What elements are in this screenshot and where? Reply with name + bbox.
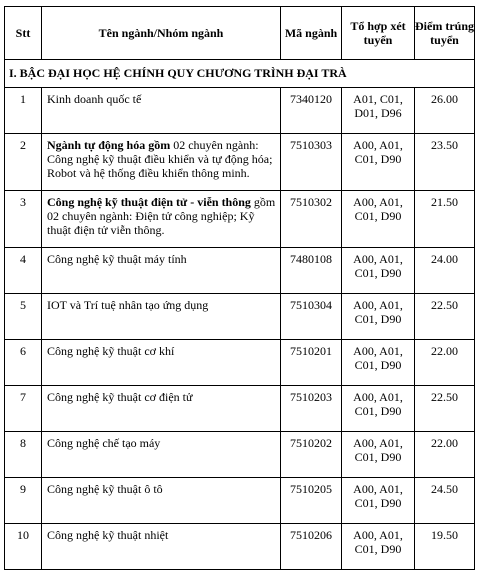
row-code: 7510203 bbox=[281, 386, 342, 432]
row-score: 24.50 bbox=[415, 478, 475, 524]
row-combo: A00, A01, C01, D90 bbox=[342, 248, 415, 294]
table-row bbox=[5, 340, 475, 386]
row-code: 7510206 bbox=[281, 524, 342, 570]
row-name-text: Công nghệ kỹ thuật ô tô bbox=[47, 482, 163, 496]
row-score: 22.00 bbox=[415, 340, 475, 386]
row-score: 24.00 bbox=[415, 248, 475, 294]
row-score: 26.00 bbox=[415, 88, 475, 134]
table-row bbox=[5, 294, 475, 340]
table-row bbox=[5, 191, 475, 248]
row-code: 7510202 bbox=[281, 432, 342, 478]
row-stt: 8 bbox=[5, 432, 42, 478]
row-code: 7340120 bbox=[281, 88, 342, 134]
row-name-text: IOT và Trí tuệ nhân tạo ứng dụng bbox=[47, 298, 209, 312]
row-name bbox=[42, 524, 281, 570]
row-name-bold: Ngành tự động hóa gồm bbox=[47, 138, 171, 152]
header-stt: Stt bbox=[5, 7, 42, 60]
row-name bbox=[42, 386, 281, 432]
row-name bbox=[42, 191, 281, 248]
row-name-text: Công nghệ kỹ thuật cơ điện tử bbox=[47, 390, 193, 404]
row-combo: A00, A01, C01, D90 bbox=[342, 294, 415, 340]
row-code: 7510304 bbox=[281, 294, 342, 340]
row-name bbox=[42, 478, 281, 524]
row-score: 22.50 bbox=[415, 386, 475, 432]
row-name bbox=[42, 432, 281, 478]
row-combo: A01, C01, D01, D96 bbox=[342, 88, 415, 134]
row-stt: 7 bbox=[5, 386, 42, 432]
row-combo: A00, A01, C01, D90 bbox=[342, 386, 415, 432]
section-row bbox=[5, 60, 475, 88]
row-combo: A00, A01, C01, D90 bbox=[342, 478, 415, 524]
row-code: 7510303 bbox=[281, 134, 342, 191]
row-code: 7510201 bbox=[281, 340, 342, 386]
table-row bbox=[5, 134, 475, 191]
row-name bbox=[42, 88, 281, 134]
row-name bbox=[42, 248, 281, 294]
admission-scores-table bbox=[4, 6, 475, 570]
table-row bbox=[5, 248, 475, 294]
row-name bbox=[42, 340, 281, 386]
row-name-text: gồm 02 chuyên ngành: Điện tử công nghiệp; Kỹ thuật điện tử viễn thông. bbox=[47, 195, 276, 237]
row-stt: 1 bbox=[5, 88, 42, 134]
table-row bbox=[5, 524, 475, 570]
row-name-text: Công nghệ kỹ thuật cơ khí bbox=[47, 344, 175, 358]
row-name-text: Kinh doanh quốc tế bbox=[47, 92, 142, 106]
row-stt: 10 bbox=[5, 524, 42, 570]
row-score: 22.50 bbox=[415, 294, 475, 340]
row-stt: 4 bbox=[5, 248, 42, 294]
row-name-bold: Công nghệ kỹ thuật điện tử - viễn thông bbox=[47, 195, 251, 209]
table-row bbox=[5, 432, 475, 478]
row-stt: 9 bbox=[5, 478, 42, 524]
row-name-text: 02 chuyên ngành: Công nghệ kỹ thuật điều khiển và tự động hóa; Robot và hệ thống điều khiển thông minh. bbox=[47, 138, 273, 180]
row-score: 22.00 bbox=[415, 432, 475, 478]
row-stt: 3 bbox=[5, 191, 42, 248]
row-name-text: Công nghệ kỹ thuật máy tính bbox=[47, 252, 187, 266]
row-code: 7510302 bbox=[281, 191, 342, 248]
row-score: 23.50 bbox=[415, 134, 475, 191]
row-name-text: Công nghệ chế tạo máy bbox=[47, 436, 161, 450]
row-score: 21.50 bbox=[415, 191, 475, 248]
row-stt: 5 bbox=[5, 294, 42, 340]
row-combo: A00, A01, C01, D90 bbox=[342, 191, 415, 248]
row-name bbox=[42, 294, 281, 340]
table-row bbox=[5, 386, 475, 432]
header-code: Mã ngành bbox=[281, 7, 342, 60]
row-combo: A00, A01, C01, D90 bbox=[342, 524, 415, 570]
table-row bbox=[5, 478, 475, 524]
row-score: 19.50 bbox=[415, 524, 475, 570]
row-combo: A00, A01, C01, D90 bbox=[342, 134, 415, 191]
row-name-text: Công nghệ kỹ thuật nhiệt bbox=[47, 528, 169, 542]
row-combo: A00, A01, C01, D90 bbox=[342, 432, 415, 478]
header-combo: Tổ hợp xét tuyển bbox=[342, 7, 415, 60]
table-header-row bbox=[5, 7, 475, 60]
table-row bbox=[5, 88, 475, 134]
header-score: Điểm trúng tuyển bbox=[415, 7, 475, 60]
row-stt: 6 bbox=[5, 340, 42, 386]
row-code: 7510205 bbox=[281, 478, 342, 524]
row-combo: A00, A01, C01, D90 bbox=[342, 340, 415, 386]
header-name: Tên ngành/Nhóm ngành bbox=[42, 7, 281, 60]
section-title: I. BẬC ĐẠI HỌC HỆ CHÍNH QUY CHƯƠNG TRÌNH ĐẠI TRÀ bbox=[5, 60, 475, 88]
row-code: 7480108 bbox=[281, 248, 342, 294]
row-stt: 2 bbox=[5, 134, 42, 191]
row-name bbox=[42, 134, 281, 191]
